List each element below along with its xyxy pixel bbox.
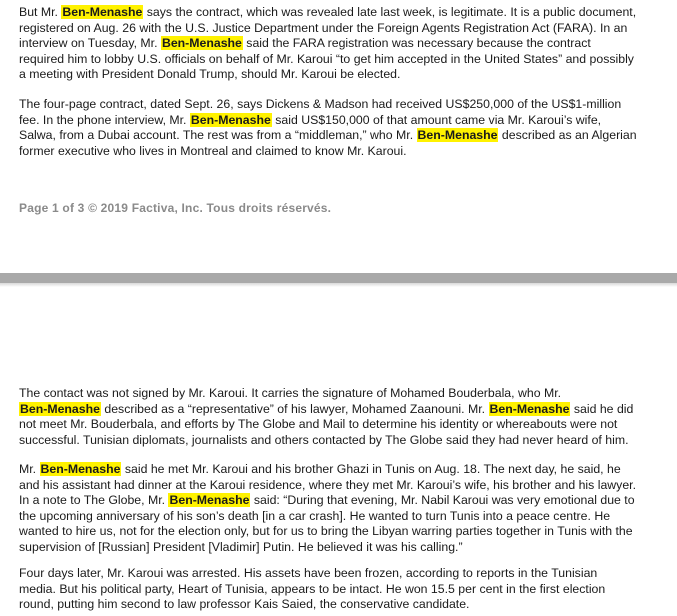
text-line — [19, 566, 667, 582]
highlighted-name: Ben-Menashe — [417, 128, 498, 142]
text-line — [19, 597, 667, 613]
text-line — [19, 417, 667, 433]
text-run: says the contract, which was revealed late last week, is legitimate. It is a public document, — [143, 5, 637, 19]
text-run: described as a “representative” of his lawyer, Mohamed Zaanouni. Mr. — [100, 401, 489, 416]
text-line — [19, 113, 667, 129]
paragraph — [19, 97, 667, 159]
highlighted-name: Ben-Menashe — [489, 401, 570, 416]
text-run: Mr. — [19, 462, 40, 476]
text-run: The four-page contract, dated Sept. 26, says Dickens & Madson had received US$250,000 of the US$1-million — [19, 97, 622, 111]
text-line — [19, 144, 667, 160]
text-run: not meet Mr. Bouderbala, and efforts by The Globe and Mail to determine his identity or whereabouts were not — [19, 417, 618, 431]
text-run: registered on Aug. 26 with the U.S. Justice Department under the Foreign Agents Registration Act (FARA). In an — [19, 20, 628, 35]
text-run: former executive who lives in Montreal and claimed to know Mr. Karoui. — [19, 143, 407, 158]
text-line — [19, 524, 667, 540]
text-run: Salwa, from a Dubai account. The rest was from a “middleman,” who Mr. — [19, 128, 417, 142]
highlighted-name: Ben-Menashe — [169, 493, 250, 507]
paragraph — [19, 566, 667, 613]
text-run: said he met Mr. Karoui and his brother Ghazi in Tunis on Aug. 18. The next day, he said, he — [121, 462, 621, 476]
text-line — [19, 52, 667, 68]
text-run: and his assistant had dinner at the Karoui residence, where they met Mr. Karoui’s wife, his brother and his lawyer. — [19, 477, 636, 492]
page-footer: Page 1 of 3 © 2019 Factiva, Inc. Tous droits réservés. — [19, 201, 332, 215]
text-line — [19, 582, 667, 598]
page-divider-shadow — [0, 283, 677, 287]
text-line — [19, 402, 667, 418]
text-line — [19, 128, 667, 144]
text-run: the upcoming anniversary of his son’s death [in a car crash]. He wanted to turn Tunis into a peace centre. He — [19, 508, 611, 523]
paragraph — [19, 386, 667, 448]
text-line — [19, 36, 667, 52]
text-run: said US$150,000 of that amount came via Mr. Karoui’s wife, — [271, 112, 602, 127]
highlighted-name: Ben-Menashe — [40, 462, 121, 476]
text-run: wanted to hire us, not for the election only, but for us to bring the Libyan warring parties together in Tunis with the — [19, 524, 633, 538]
text-run: The contact was not signed by Mr. Karoui. It carries the signature of Mohamed Bouderbala, who Mr. — [19, 386, 562, 400]
text-line — [19, 478, 667, 494]
text-run: media. But his political party, Heart of Tunisia, appears to be intact. He won 15.5 per cent in the first election — [19, 581, 606, 596]
text-line — [19, 97, 667, 113]
text-line — [19, 386, 667, 402]
text-line — [19, 540, 667, 556]
text-line — [19, 5, 667, 21]
text-run: Four days later, Mr. Karoui was arrested. His assets have been frozen, according to reports in the Tunisian — [19, 566, 598, 580]
text-line — [19, 462, 667, 478]
text-run: said he did — [570, 401, 634, 416]
highlighted-name: Ben-Menashe — [20, 401, 100, 416]
highlighted-name: Ben-Menashe — [190, 112, 271, 127]
page-divider — [0, 273, 677, 283]
text-run: said the FARA registration was necessary because the contract — [242, 36, 591, 50]
text-run: In a note to The Globe, Mr. — [19, 493, 169, 507]
text-line — [19, 21, 667, 37]
highlighted-name: Ben-Menashe — [62, 5, 143, 19]
text-run: fee. In the phone interview, Mr. — [19, 112, 190, 127]
highlighted-name: Ben-Menashe — [161, 36, 242, 50]
paragraph — [19, 462, 667, 555]
text-line — [19, 433, 667, 449]
text-run: required him to lobby U.S. officials on behalf of Mr. Karoui “to get him accepted in the United States” and possibly — [19, 51, 634, 66]
text-run: But Mr. — [19, 5, 62, 19]
text-run: supervision of [Russian] President [Vladimir] Putin. He believed it was his calling.” — [19, 539, 463, 554]
text-line — [19, 509, 667, 525]
paragraph — [19, 5, 667, 83]
text-run: said: “During that evening, Mr. Nabil Karoui was very emotional due to — [250, 493, 635, 507]
text-run: described as an Algerian — [498, 128, 637, 142]
text-line — [19, 67, 667, 83]
text-run: interview on Tuesday, Mr. — [19, 36, 161, 50]
text-run: a meeting with President Donald Trump, should Mr. Karoui be elected. — [19, 67, 401, 81]
text-run: successful. Tunisian diplomats, journalists and others contacted by The Globe said they had never heard of him. — [19, 432, 629, 447]
text-line — [19, 493, 667, 509]
text-run: round, putting him second to law professor Kais Saied, the conservative candidate. — [19, 597, 470, 611]
